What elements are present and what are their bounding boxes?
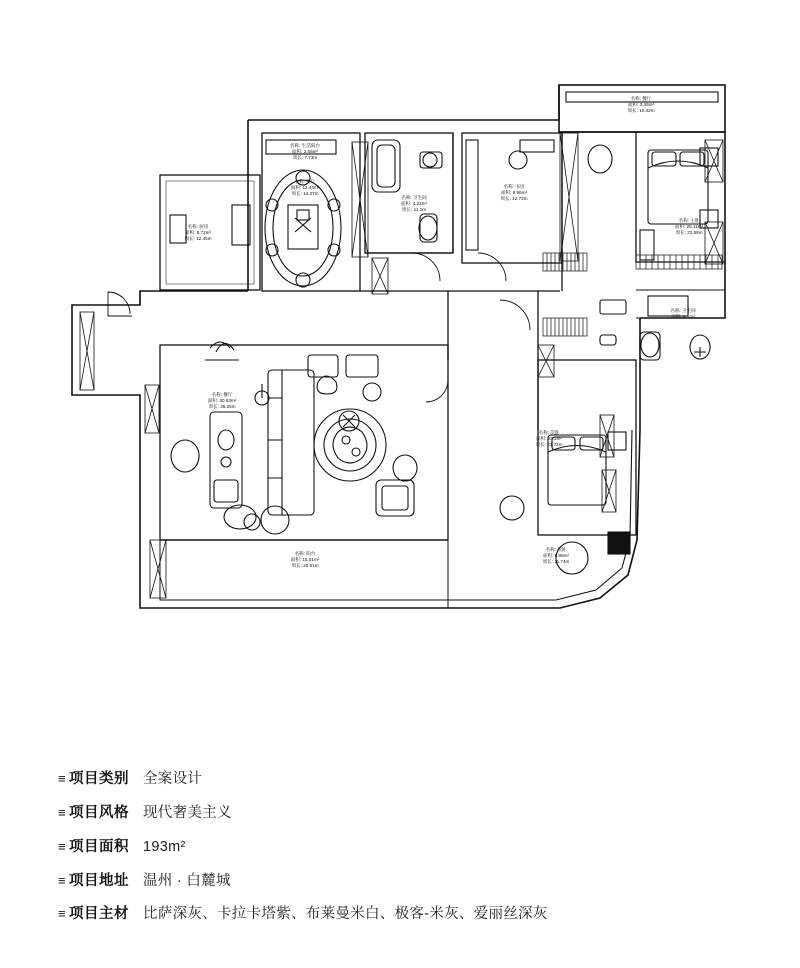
svg-text:周长: 12.73m: 周长: 12.73m	[500, 196, 528, 201]
room-label	[543, 546, 570, 565]
svg-text:面积: 9.96m²: 面积: 9.96m²	[500, 190, 528, 195]
info-value: 比萨深灰、卡拉卡塔紫、布莱曼米白、极客-米灰、爱丽丝深灰	[143, 906, 548, 923]
info-row-materials	[58, 905, 758, 924]
info-row-category	[58, 770, 758, 789]
svg-text:名称: 餐厅: 名称: 餐厅	[211, 392, 233, 397]
svg-text:周长: 36.25m: 周长: 36.25m	[208, 404, 236, 409]
svg-text:面积: 30.63m²: 面积: 30.63m²	[207, 398, 237, 403]
list-marker-icon: ≡	[58, 804, 66, 820]
svg-text:周长: 11.74m: 周长: 11.74m	[542, 559, 570, 564]
info-label: 项目类别	[69, 771, 129, 787]
svg-text:面积: 8.72m²: 面积: 8.72m²	[184, 230, 212, 235]
room-label	[627, 95, 654, 114]
room-label	[675, 217, 704, 236]
room-label	[184, 223, 211, 242]
list-marker-icon: ≡	[58, 872, 66, 888]
svg-text:名称: 卫生间: 名称: 卫生间	[401, 195, 427, 200]
room-label	[401, 194, 428, 213]
info-label: 项目主材	[69, 906, 129, 923]
room-label	[670, 307, 696, 320]
svg-text:周长: 12.45m: 周长: 12.45m	[184, 236, 212, 241]
info-row-area	[58, 838, 758, 857]
svg-text:名称: 餐厅: 名称: 餐厅	[294, 179, 316, 184]
list-marker-icon: ≡	[58, 771, 66, 786]
svg-text:面积: 12.44m²: 面积: 12.44m²	[290, 185, 320, 190]
info-value: 全案设计	[143, 771, 203, 787]
svg-text:面积: 25.11m²: 面积: 25.11m²	[674, 224, 704, 229]
room-label	[500, 183, 527, 202]
svg-text:面积: 24.1m²: 面积: 24.1m²	[535, 436, 563, 441]
room-label	[291, 178, 320, 197]
svg-text:面积: 15.51m²: 面积: 15.51m²	[290, 557, 320, 562]
svg-text:名称: 次卧: 名称: 次卧	[545, 547, 567, 552]
svg-text:面积: 3.46m²: 面积: 3.46m²	[627, 102, 655, 107]
svg-text:周长: 23.58m: 周长: 23.58m	[675, 230, 703, 235]
svg-text:周长: 20.61m: 周长: 20.61m	[291, 563, 319, 568]
info-value: 温州 · 白麓城	[143, 872, 231, 889]
info-label: 项目风格	[69, 804, 129, 821]
list-marker-icon: ≡	[58, 838, 66, 854]
svg-text:周长: 21.72m: 周长: 21.72m	[535, 442, 563, 447]
svg-text:面积: 4.1m²: 面积: 4.1m²	[671, 314, 695, 319]
svg-text:面积: 2.56m²: 面积: 2.56m²	[291, 149, 319, 154]
svg-text:名称: 生活阳台: 名称: 生活阳台	[289, 143, 321, 148]
info-row-address	[58, 872, 758, 891]
svg-text:面积: 6.96m²: 面积: 6.96m²	[542, 553, 570, 558]
svg-text:名称: 厨房: 名称: 厨房	[187, 224, 209, 229]
svg-text:名称: 餐厅: 名称: 餐厅	[630, 96, 652, 101]
svg-text:面积: 4.22m²: 面积: 4.22m²	[400, 201, 428, 206]
room-label	[291, 550, 320, 569]
info-value: 193m²	[143, 838, 186, 855]
svg-text:名称: 次卧: 名称: 次卧	[538, 430, 560, 435]
room-label	[535, 429, 562, 448]
list-marker-icon: ≡	[58, 906, 66, 922]
svg-text:周长: 11.1m: 周长: 11.1m	[401, 207, 427, 212]
info-value: 现代奢美主义	[143, 804, 232, 821]
room-label	[208, 391, 237, 410]
room-label	[290, 142, 321, 161]
svg-text:周长: 14.27m: 周长: 14.27m	[291, 191, 319, 196]
info-label: 项目面积	[69, 838, 129, 855]
project-info-list	[58, 770, 758, 939]
svg-text:周长: 7.73m: 周长: 7.73m	[292, 155, 318, 160]
svg-text:周长: 10.42m: 周长: 10.42m	[627, 108, 655, 113]
svg-text:名称: 书房: 名称: 书房	[503, 184, 525, 189]
info-row-style	[58, 804, 758, 823]
svg-text:名称: 阳台: 名称: 阳台	[294, 551, 316, 556]
svg-text:名称: 卫生间: 名称: 卫生间	[670, 308, 696, 313]
svg-text:名称: 主卧: 名称: 主卧	[678, 218, 700, 223]
info-label: 项目地址	[69, 872, 129, 889]
